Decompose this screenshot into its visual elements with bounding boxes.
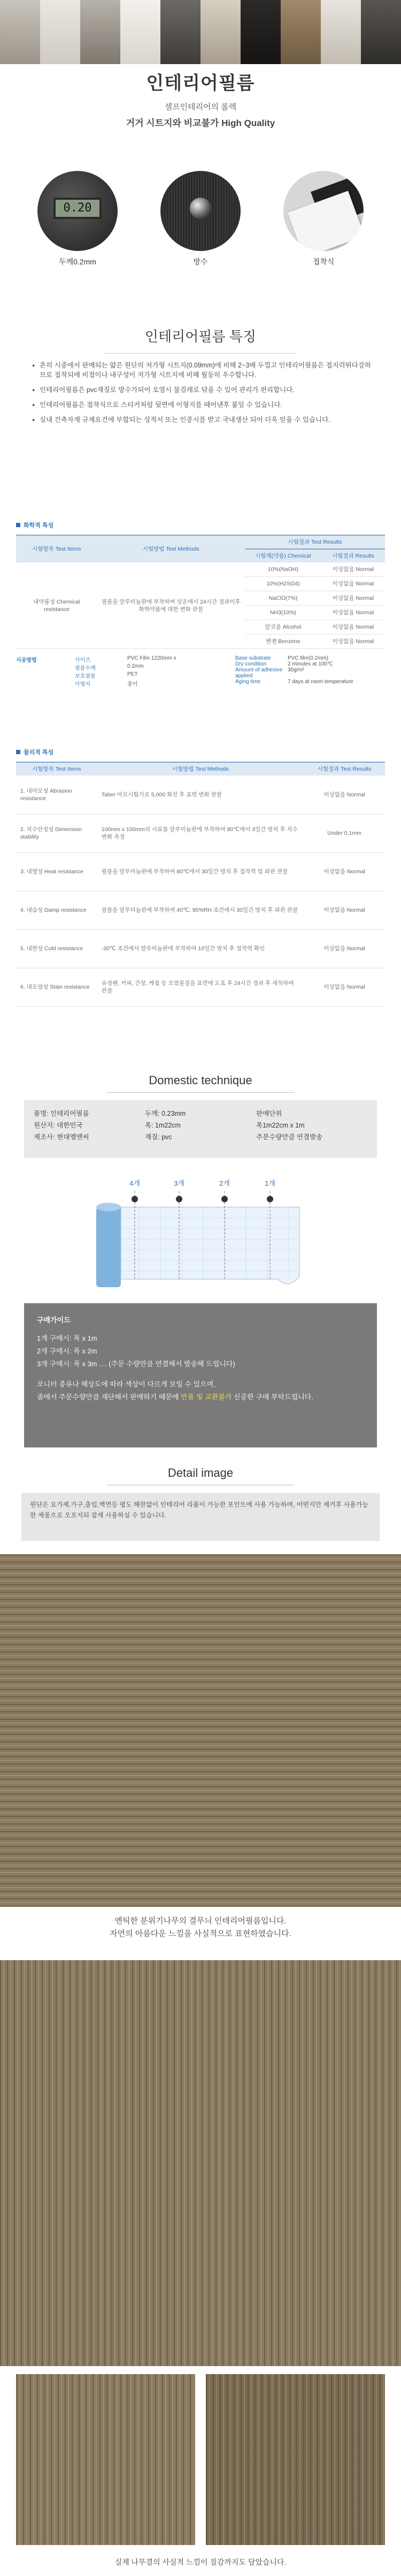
info-line: 품명: 인테리어필름	[34, 1110, 89, 1117]
hero-heading	[0, 68, 401, 129]
spec-value: 종이	[127, 682, 138, 687]
cut-label-1: 1개	[265, 1179, 275, 1187]
chem-col-item: 시험항목 Test Items	[16, 535, 97, 562]
chem-subcol-result: 시험결과 Results	[321, 549, 385, 562]
phys-result: 이상없음 Normal	[304, 891, 385, 929]
chem-chemical: NH3(10%)	[245, 606, 321, 620]
phys-result: 이상없음 Normal	[304, 852, 385, 891]
spec-key: 필름두께	[75, 665, 96, 671]
cutting-diagram	[0, 1170, 401, 1293]
purchase-guide	[24, 1303, 377, 1447]
feature-item: ● 흔히 시중에서 판매되는 얇은 원단의 저가형 시트지(0.09mm)에 비해 2~3배 두껍고 인테리어필름은 접지력뛰다강하므로 접착되에 비접이나 내구성이 저가형 시트지에 비해 월등히 우수합니다.	[32, 361, 374, 380]
features-divider	[104, 353, 297, 354]
phys-result: 이상없음 Normal	[304, 776, 385, 814]
detail-caption-2: 실제 나무결의 사실적 느낌이 질감까지도 담았습니다.	[114, 2558, 287, 2566]
scissors-icon	[267, 1196, 273, 1202]
caliper-image	[37, 171, 118, 251]
info-line: 주문수량만큼 연결발송	[256, 1133, 323, 1141]
feature-item: ● 실내 건축자재 규제요건에 부합되는 성적서 또는 인증시를 받고 국내생산 되어 더욱 믿을 수 있습니다.	[32, 415, 374, 425]
info-line: 폭: 1m22cm	[145, 1122, 181, 1129]
no-return-highlight: 반품 및 교환불가	[181, 1393, 232, 1401]
phys-section-label: 물리적 특성	[16, 748, 385, 756]
phys-method: -30℃ 조건에서 알루미늄판에 부착하여 10일간 방치 후 접착력 확인	[97, 929, 304, 968]
phys-method: 100mm x 100mm의 시료를 알루미늄판에 부착하여 80℃에서 3일간 방치 후 치수 변화 측정	[97, 814, 304, 852]
spec-value: 0.2mm	[127, 663, 144, 669]
hero-tagline: 거거 시트지와 비교불가 High Quality	[126, 118, 275, 128]
spec-value: PVC film(0.2mm)	[288, 655, 329, 661]
phys-method: 유성펜, 커피, 간장, 케첩 등 오염물질을 표면에 도포 후 24시간 경과 후 세척하여 관찰	[97, 968, 304, 1006]
info-col-spec	[145, 1108, 256, 1150]
cut-label-4: 4개	[129, 1179, 140, 1187]
water-drop-image	[160, 171, 241, 251]
spec-value: PVC Film 1220mm x	[127, 655, 176, 661]
info-line: 원산지: 대한민국	[34, 1122, 83, 1129]
phys-item: 4. 내습성 Damp resistance	[16, 891, 97, 929]
chem-col-method: 시험방법 Test Methods	[97, 535, 245, 562]
adhesive-caption: 접착식	[312, 257, 335, 266]
info-col-name	[34, 1108, 145, 1150]
chem-result: 이상없음 Normal	[321, 562, 385, 577]
chem-result: 이상없음 Normal	[321, 591, 385, 606]
chem-method: 필름을 알루미늄판에 부착하여 상온에서 24시간 경과이후 화학약품에 대한 변화 관찰	[97, 562, 245, 649]
hero-subtitle: 셀프인테리어의 롤렉	[164, 103, 237, 112]
purchase-line: 3개 구매시: 폭 x 3m .... (주문 수량만큼 연결해서 발송해 드립니다)	[37, 1360, 235, 1368]
phys-item: 3. 내열성 Heat resistance	[16, 852, 97, 891]
phys-col-result: 시험결과 Test Results	[304, 762, 385, 776]
chemical-properties	[16, 521, 385, 687]
chem-result: 이상없음 Normal	[321, 606, 385, 620]
waterproof-caption: 방수	[193, 257, 208, 266]
scissors-icon	[132, 1196, 138, 1202]
phys-method: Taber 마모시험기로 5,000 회전 후 표면 변화 관찰	[97, 776, 304, 814]
phys-result: 이상없음 Normal	[304, 968, 385, 1006]
hero-title: 인테리어필름	[146, 73, 255, 93]
cut-label-2: 2개	[219, 1179, 230, 1187]
info-line: 두께: 0.23mm	[145, 1110, 186, 1117]
info-col-unit	[256, 1108, 367, 1150]
chem-result: 이상없음 Normal	[321, 635, 385, 649]
spec-grid	[16, 655, 385, 687]
phys-item: 6. 내오염성 Stain resistance	[16, 968, 97, 1006]
phys-item: 5. 내한성 Cold resistance	[16, 929, 97, 968]
physical-table	[16, 762, 385, 1007]
chem-item-name: 내약품성 Chemical resistance	[16, 562, 97, 649]
features-title: 인테리어필름 특징	[144, 328, 257, 344]
scissors-icon	[176, 1196, 182, 1202]
waterproof-feature	[152, 171, 249, 267]
chem-result: 이상없음 Normal	[321, 620, 385, 635]
film-roll	[96, 1207, 121, 1287]
spec-key: Dry condition	[235, 661, 267, 667]
chem-subcol-chemical: 시험재(약품) Chemical	[245, 549, 321, 562]
adhesive-image	[283, 171, 364, 251]
chem-result: 이상없음 Normal	[321, 577, 385, 591]
purchase-note: 모니터 종류나 해상도에 따라 색상이 다르게 보일 수 있으며,	[37, 1380, 215, 1388]
thickness-feature	[29, 171, 126, 267]
purchase-line: 1개 구매시: 폭 x 1m	[37, 1334, 97, 1342]
domestic-title: Domestic technique	[149, 1074, 252, 1087]
wood-texture-image-1	[0, 1554, 401, 1907]
feature-item: ● 인테리어필름은 pvc재질로 방수가되어 오염시 물걸레로 닦을 수 있어 관리가 편리합니다.	[32, 385, 374, 395]
chemical-table	[16, 535, 385, 649]
caliper-lcd: 0.20	[53, 198, 102, 219]
info-line: 제조사: 현대엘앤씨	[34, 1133, 89, 1141]
spec-key: Amount of adhesive applied	[235, 667, 283, 679]
info-line: 재질: pvc	[145, 1133, 172, 1141]
feature-item: ● 인테리어필름은 접착식으로 스티커처럼 뒷면에 이형지를 떼어낸후 붙일 수 있습니다.	[32, 400, 374, 410]
purchase-line: 2개 구매시: 폭 x 2m	[37, 1347, 97, 1355]
chem-chemical: 10%(NaOH)	[245, 562, 321, 577]
spec-key: Aging time	[235, 679, 261, 685]
physical-properties	[16, 748, 385, 1007]
chem-chemical: 10%(H2SO4)	[245, 577, 321, 591]
phys-item: 2. 치수안정성 Dimension stability	[16, 814, 97, 852]
chem-chemical: 알코올 Alcohol	[245, 620, 321, 635]
wood-closeup-right	[206, 2374, 385, 2545]
spec-key: 보호필름	[75, 674, 96, 679]
phys-result: 이상없음 Normal	[304, 929, 385, 968]
purchase-title: 구매가이드	[37, 1316, 71, 1324]
detail-caption-1: 엔틱한 분위기나무의 결무늬 인테리어필름입니다. 자연의 아름다운 느낌을 사실적으로 표현하였습니다.	[110, 1916, 291, 1938]
spec-value: 30g/m²	[288, 667, 305, 673]
phys-method: 필름을 알루미늄판에 부착하여 40℃, 95%RH 조건에서 30일간 방치 후 외관 관찰	[97, 891, 304, 929]
chem-col-results: 시험결과 Test Results	[245, 535, 385, 549]
wood-texture-image-2	[0, 1960, 401, 2366]
chem-chemical: NaClO(7%)	[245, 591, 321, 606]
phys-col-item: 시험항목 Test Items	[16, 762, 97, 776]
spec-key: 사이즈	[75, 657, 90, 663]
usage-notice: 원단은 요가제,가구,출입,벽면등 평도 해한없이 인테리어 리폼이 가능한 포인트에 사용 가능하며, 어떤지만 제거후 사용가능한 제품으로 오포지되 잡재 사용하실 수 있습니다.	[21, 1493, 380, 1541]
spec-heading: 시공방법	[16, 657, 37, 663]
chem-chemical: 벤젠 Benzene	[245, 635, 321, 649]
wood-closeup-left	[16, 2374, 195, 2545]
hero-banner	[0, 0, 401, 64]
phys-col-method: 시험방법 Test Methods	[97, 762, 304, 776]
adhesive-feature	[275, 171, 372, 267]
spec-value: 7 days at room temperature	[288, 679, 353, 685]
spec-key: Base substrate	[235, 655, 271, 661]
info-line: 판매단위	[256, 1110, 282, 1117]
detail-title: Detail image	[167, 1466, 234, 1479]
phys-item: 1. 내마모성 Abrasion resistance	[16, 776, 97, 814]
info-line: 폭1m22cm x 1m	[256, 1122, 305, 1129]
product-info-box	[24, 1100, 377, 1158]
cut-label-3: 3개	[174, 1179, 184, 1187]
phys-result: Under 0.1mm	[304, 814, 385, 852]
domestic-divider	[107, 1092, 294, 1093]
spec-value: 2 minutes at 100℃	[288, 661, 334, 667]
phys-method: 필름을 알루미늄판에 부착하여 80℃에서 30일간 방치 후 접착력 및 외관 관찰	[97, 852, 304, 891]
film-sheet	[121, 1207, 299, 1284]
features-heading	[0, 326, 401, 354]
spec-key: 이형지	[75, 682, 90, 687]
features-list	[32, 361, 374, 430]
feature-circles	[0, 171, 401, 267]
thickness-caption: 두께0.2mm	[59, 257, 96, 266]
spec-value: PET	[127, 671, 138, 677]
scissors-icon	[221, 1196, 228, 1202]
chem-section-label: 화학적 특성	[16, 521, 385, 529]
purchase-note-2: 좀에서 주문수량만큼 재단해서 판매하기 때문에 반품 및 교환불가 신중한 구매 부탁드립니다.	[37, 1393, 313, 1401]
